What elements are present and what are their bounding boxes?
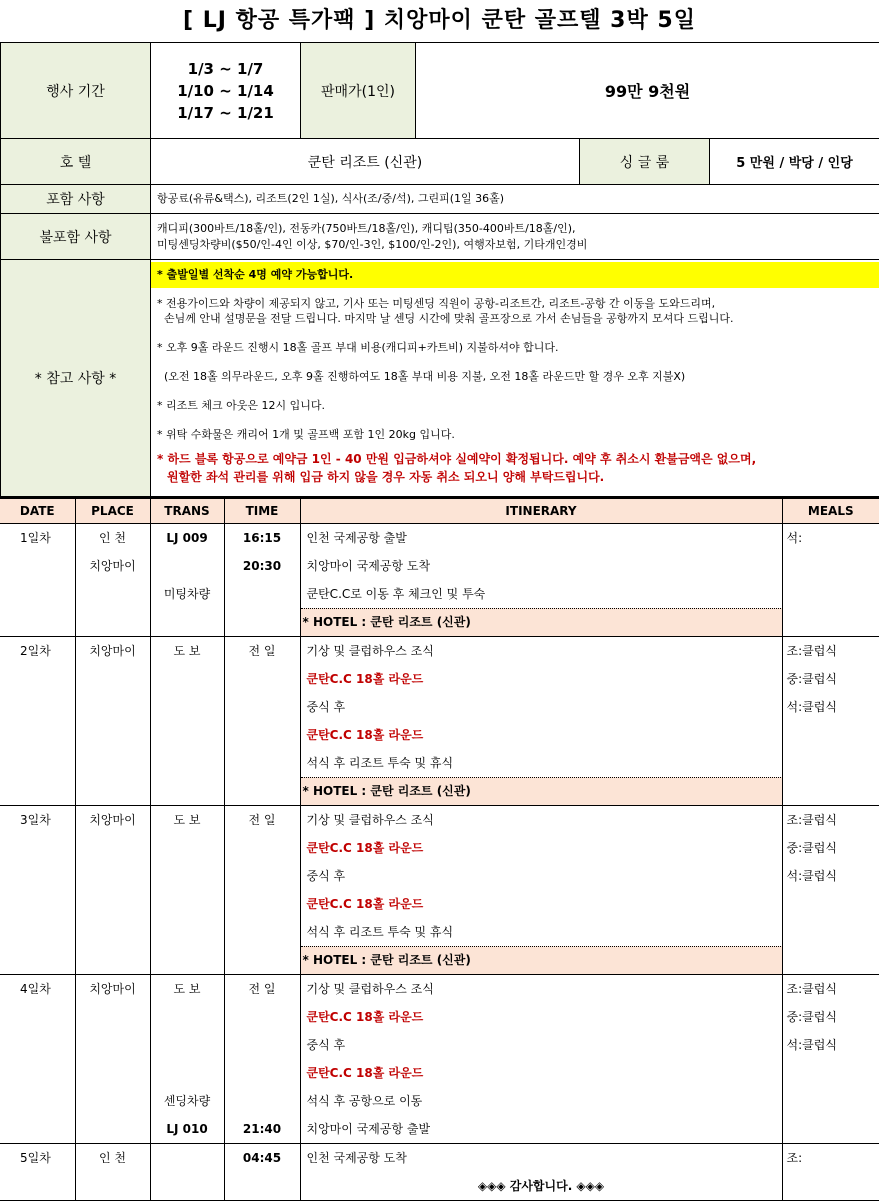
tour-dates — [151, 43, 301, 139]
excluded-line-1: 캐디피(300바트/18홀/인), 전동카(750바트/18홀/인), 캐디팁(350-400바트/18홀/인), — [157, 221, 576, 235]
day-1-date: 1일차 — [20, 531, 51, 545]
note-guide-1: * 전용가이드와 차량이 제공되지 않고, 기사 또는 미팅센딩 직원이 공항-리조트간, 리조트-공항 간 이동을 도와드리며, — [157, 297, 716, 310]
day-2-meals — [782, 637, 879, 806]
price-value: 99만 9천원 — [416, 43, 879, 139]
tour-date-2: 1/10 ~ 1/14 — [177, 81, 274, 100]
day-2-item-5: 석식 후 리조트 투숙 및 휴식 — [306, 756, 454, 770]
day-4-item-3: 중식 후 — [306, 1038, 346, 1052]
included-label: 포함 사항 — [1, 185, 151, 214]
note-baggage: * 위탁 수화물은 캐리어 1개 및 골프백 포함 1인 20kg 입니다. — [157, 428, 455, 441]
day-5-date: 5일차 — [20, 1151, 51, 1165]
day-4-meal-2: 중:클럽식 — [786, 1010, 837, 1024]
day-1-place — [75, 524, 150, 637]
day-1-trans-3: 미팅차량 — [163, 587, 211, 601]
day-5-row — [0, 1144, 879, 1201]
day-4-item-1: 기상 및 클럽하우스 조식 — [306, 982, 434, 996]
note-guide-2: 손님께 안내 설명문을 전달 드립니다. 마지막 날 센딩 시간에 맞춰 골프장으로 가서 손님들을 공항까지 모셔다 드립니다. — [164, 312, 734, 325]
day-3-item-1: 기상 및 클럽하우스 조식 — [306, 813, 434, 827]
day-3-meal-2: 중:클럽식 — [786, 841, 837, 855]
day-2-place: 치앙마이 — [75, 637, 150, 806]
day-5-itinerary — [300, 1144, 782, 1201]
day-3-item-5: 석식 후 리조트 투숙 및 휴식 — [306, 925, 454, 939]
hotel-value: 쿤탄 리조트 (신관) — [151, 139, 580, 185]
note-mandatory-round: (오전 18홀 의무라운드, 오후 9홀 진행하여도 18홀 부대 비용 지불, 오전 18홀 라운드만 할 경우 오후 지불X) — [164, 370, 686, 383]
day-4-trans-5: 센딩차량 — [163, 1094, 211, 1108]
day-2-item-1: 기상 및 클럽하우스 조식 — [306, 644, 434, 658]
day-4-meals — [782, 975, 879, 1144]
price-label: 판매가(1인) — [301, 43, 416, 139]
itinerary-header-row — [0, 498, 879, 524]
day-2-meal-3: 석:클럽식 — [786, 700, 837, 714]
day-4-item-4: 쿤탄C.C 18홀 라운드 — [306, 1066, 424, 1080]
day-4-item-6: 치앙마이 국제공항 출발 — [306, 1122, 431, 1136]
header-trans: TRANS — [150, 498, 224, 524]
day-4-time — [224, 975, 300, 1144]
day-3-item-3: 중식 후 — [306, 869, 346, 883]
day-2-time: 전 일 — [224, 637, 300, 806]
day-1-hotel: * HOTEL : 쿤탄 리조트 (신관) — [301, 608, 783, 636]
day-2-item-2: 쿤탄C.C 18홀 라운드 — [306, 672, 424, 686]
day-3-item-4: 쿤탄C.C 18홀 라운드 — [306, 897, 424, 911]
day-1-time-1: 16:15 — [242, 531, 282, 545]
day-4-trans-6: LJ 010 — [166, 1122, 208, 1136]
day-1-place-1: 인 천 — [99, 531, 126, 545]
header-itinerary: ITINERARY — [300, 498, 782, 524]
day-3-itinerary — [300, 806, 782, 975]
itinerary-table — [0, 497, 879, 1201]
day-3-place: 치앙마이 — [75, 806, 150, 975]
day-2-meal-1: 조:클럽식 — [786, 644, 837, 658]
excluded-value — [151, 214, 879, 260]
day-4-time-6: 21:40 — [242, 1122, 282, 1136]
day-5-time: 04:45 — [224, 1144, 300, 1201]
day-3-time: 전 일 — [224, 806, 300, 975]
day-2-trans: 도 보 — [150, 637, 224, 806]
day-5-item-1: 인천 국제공항 도착 — [306, 1151, 407, 1165]
day-3-meal-3: 석:클럽식 — [786, 869, 837, 883]
day-3-hotel: * HOTEL : 쿤탄 리조트 (신관) — [301, 946, 783, 974]
day-1-time — [224, 524, 300, 637]
day-1-trans — [150, 524, 224, 637]
tour-info-table — [0, 42, 879, 497]
day-1-time-2: 20:30 — [242, 559, 282, 573]
day-1-row — [0, 524, 879, 637]
excluded-line-2: 미팅센딩차량비($50/인-4인 이상, $70/인-3인, $100/인-2인), 여행자보험, 기타개인경비 — [157, 237, 588, 251]
day-5-trans — [150, 1144, 224, 1201]
header-date: DATE — [0, 498, 75, 524]
day-2-item-3: 중식 후 — [306, 700, 346, 714]
period-label: 행사 기간 — [1, 43, 151, 139]
notes-cell — [151, 260, 879, 497]
hotel-label: 호 텔 — [1, 139, 151, 185]
single-room-price: 5 만원 / 박당 / 인당 — [710, 139, 879, 185]
day-4-item-2: 쿤탄C.C 18홀 라운드 — [306, 1010, 424, 1024]
day-4-trans — [150, 975, 224, 1144]
day-1-meal-1: 석: — [786, 531, 803, 545]
day-5-place: 인 천 — [75, 1144, 150, 1201]
thanks-message: ◈◈◈ 감사합니다. ◈◈◈ — [477, 1179, 605, 1193]
day-1-item-2: 치앙마이 국제공항 도착 — [306, 559, 431, 573]
tour-date-1: 1/3 ~ 1/7 — [187, 59, 264, 78]
day-3-item-2: 쿤탄C.C 18홀 라운드 — [306, 841, 424, 855]
header-time: TIME — [224, 498, 300, 524]
day-4-meal-1: 조:클럽식 — [786, 982, 837, 996]
note-checkout: * 리조트 체크 아웃은 12시 입니다. — [157, 399, 325, 412]
day-3-meals — [782, 806, 879, 975]
notes-label: * 참고 사항 * — [1, 260, 151, 497]
day-2-row — [0, 637, 879, 806]
day-5-meals — [782, 1144, 879, 1201]
header-place: PLACE — [75, 498, 150, 524]
header-meals: MEALS — [782, 498, 879, 524]
day-4-date: 4일차 — [20, 982, 51, 996]
day-4-row — [0, 975, 879, 1144]
note-afternoon-round: * 오후 9홀 라운드 진행시 18홀 골프 부대 비용(캐디피+카트비) 지불하셔야 합니다. — [157, 341, 559, 354]
day-1-itinerary — [300, 524, 782, 637]
day-1-place-2: 치앙마이 — [89, 559, 136, 573]
day-4-meal-3: 석:클럽식 — [786, 1038, 837, 1052]
day-2-meal-2: 중:클럽식 — [786, 672, 837, 686]
excluded-label: 불포함 사항 — [1, 214, 151, 260]
note-capacity: * 출발일별 선착순 4명 예약 가능합니다. — [151, 262, 879, 288]
day-1-meals — [782, 524, 879, 637]
day-2-hotel: * HOTEL : 쿤탄 리조트 (신관) — [301, 777, 783, 805]
note-deposit-1: * 하드 블록 항공으로 예약금 1인 - 40 만원 입금하셔야 실예약이 확정됩니다. 예약 후 취소시 환불금액은 없으며, — [157, 452, 757, 466]
day-1-item-3: 쿤탄C.C로 이동 후 체크인 및 투숙 — [306, 587, 486, 601]
day-3-row — [0, 806, 879, 975]
day-2-item-4: 쿤탄C.C 18홀 라운드 — [306, 728, 424, 742]
day-4-time-1: 전 일 — [248, 982, 276, 996]
tour-date-3: 1/17 ~ 1/21 — [177, 103, 274, 122]
day-4-place: 치앙마이 — [75, 975, 150, 1144]
day-3-date: 3일차 — [20, 813, 51, 827]
day-4-item-5: 석식 후 공항으로 이동 — [306, 1094, 423, 1108]
day-1-item-1: 인천 국제공항 출발 — [306, 531, 407, 545]
day-3-meal-1: 조:클럽식 — [786, 813, 837, 827]
day-2-date: 2일차 — [20, 644, 51, 658]
day-4-itinerary — [300, 975, 782, 1144]
day-3-trans: 도 보 — [150, 806, 224, 975]
note-deposit-2: 원할한 좌석 관리를 위해 입금 하지 않을 경우 자동 취소 되오니 양해 부탁드립니다. — [167, 470, 605, 484]
day-1-trans-1: LJ 009 — [166, 531, 208, 545]
single-room-label: 싱 글 룸 — [580, 139, 710, 185]
included-value: 항공료(유류&택스), 리조트(2인 1실), 식사(조/중/석), 그린피(1일 36홀) — [151, 185, 879, 214]
day-5-meal-1: 조: — [786, 1151, 803, 1165]
page-title: [ LJ 항공 특가팩 ] 치앙마이 쿤탄 골프텔 3박 5일 — [183, 8, 696, 33]
day-4-trans-1: 도 보 — [173, 982, 201, 996]
day-2-itinerary — [300, 637, 782, 806]
